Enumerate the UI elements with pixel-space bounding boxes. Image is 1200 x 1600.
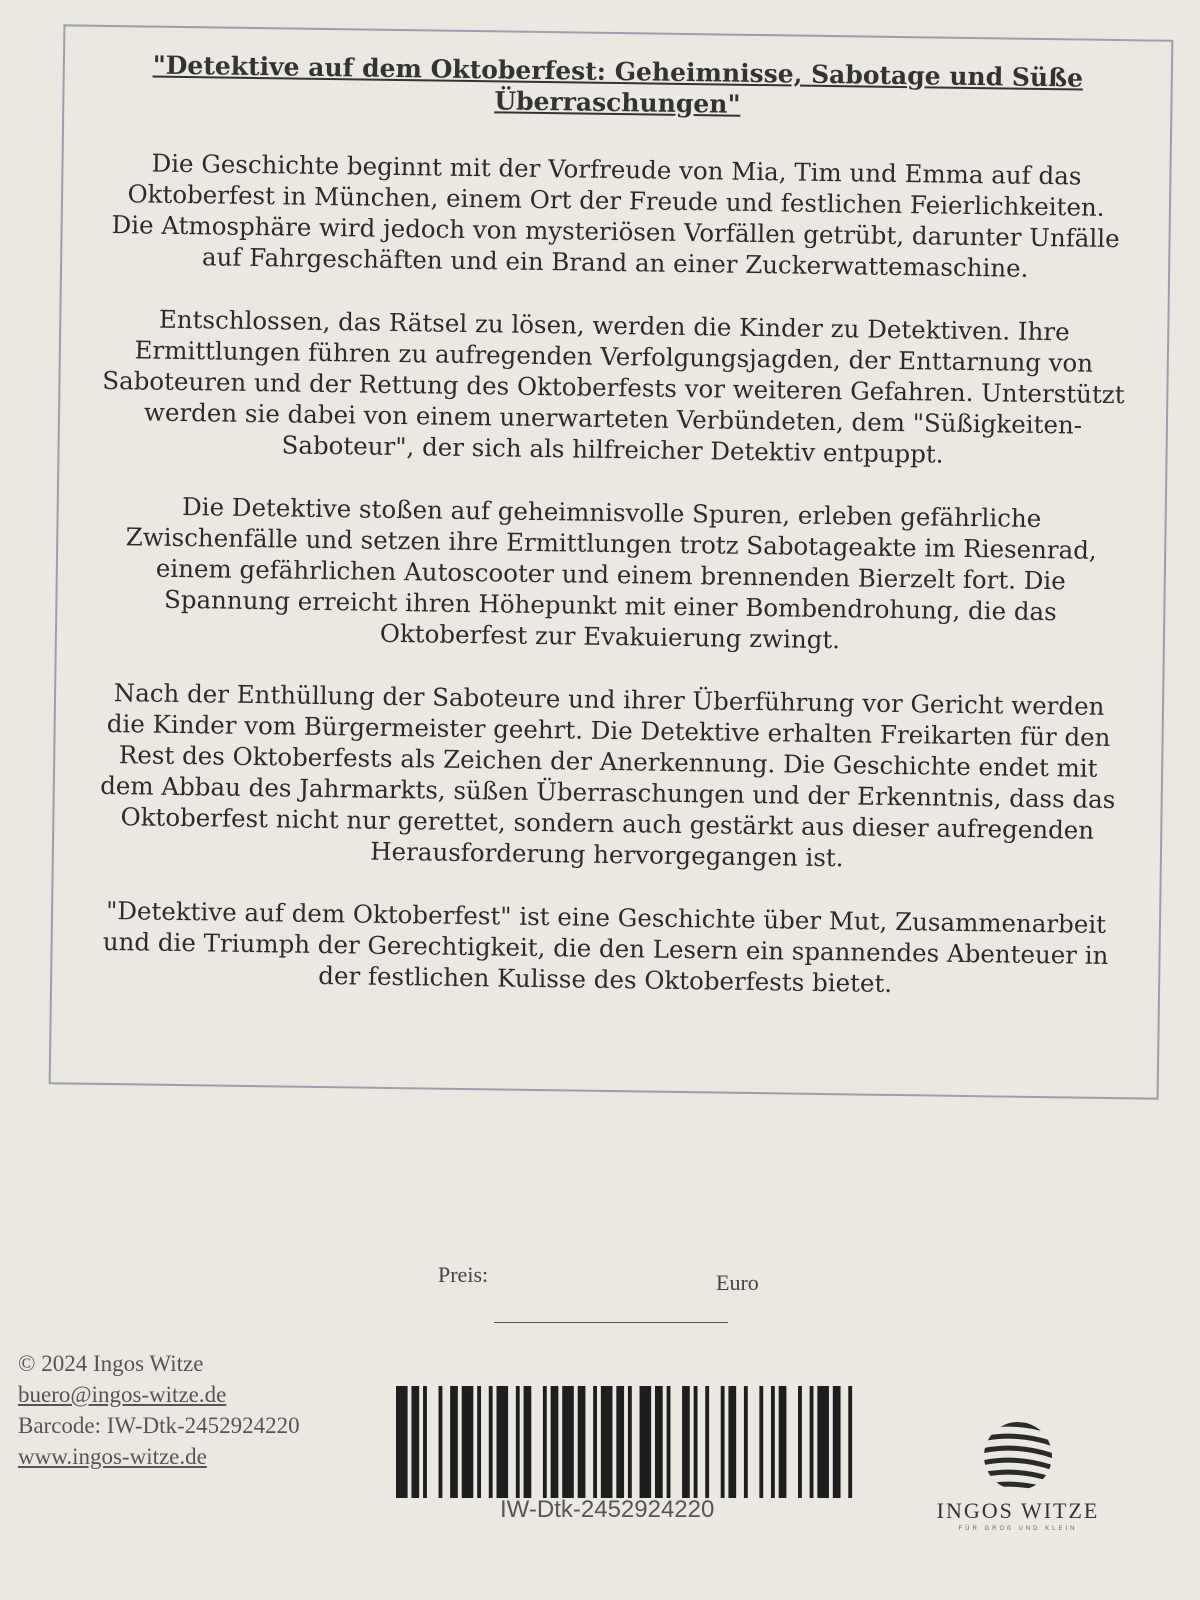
synopsis-paragraph-4: Nach der Enthüllung der Saboteure und ihrer Überführung vor Gericht werden die Kinder vom Bürgermeister geehrt. Die Detektive erhalten Freikarten für den Rest des Oktoberfests als Zeichen der Anerkennung. Die Geschichte endet mit dem Abbau des Jahrmarkts, süßen Überraschungen und der Erkenntnis, dass das Oktoberfest nicht nur gerettet, sondern auch gestärkt aus dieser aufregenden Herausforderung hervorgegangen ist. bbox=[100, 678, 1116, 873]
publisher-logo bbox=[928, 1420, 1108, 1550]
synopsis-box bbox=[49, 24, 1174, 1099]
barcode-caption: Barcode: IW-Dtk-2452924220 bbox=[18, 1413, 300, 1438]
email-link[interactable]: buero@ingos-witze.de bbox=[18, 1382, 227, 1407]
copyright-text: © 2024 Ingos Witze bbox=[18, 1351, 204, 1376]
synopsis-paragraph-1: Die Geschichte beginnt mit der Vorfreude von Mia, Tim und Emma auf das Oktoberfest in München, einem Ort der Freude und festlichen Feierlichkeiten. Die Atmosphäre wird jedoch von mysteriösen Vorfällen getrübt, darunter Unfälle auf Fahrgeschäften und ein Brand an einer Zuckerwattemaschine. bbox=[111, 148, 1120, 283]
website-link[interactable]: www.ingos-witze.de bbox=[18, 1444, 207, 1469]
logo-tagline: FÜR GROß UND KLEIN bbox=[958, 1526, 1078, 1532]
barcode-graphic bbox=[396, 1386, 856, 1498]
synopsis-paragraph-3: Die Detektive stoßen auf geheimnisvolle Spuren, erleben gefährliche Zwischenfälle und setzen ihre Ermittlungen trotz Sabotageakte im Riesenrad, einem gefährlichen Autoscooter und einem brennenden Bierzelt fort. Die Spannung erreicht ihren Höhepunkt mit einer Bombendrohung, die das Oktoberfest zur Evakuierung zwingt. bbox=[125, 492, 1097, 655]
synopsis-paragraph-2: Entschlossen, das Rätsel zu lösen, werden die Kinder zu Detektiven. Ihre Ermittlungen führen zu aufregenden Verfolgungsjagden, der Enttarnung von Saboteuren und der Rettung des Oktoberfests vor weiteren Gefahren. Unterstützt werden sie dabei von einem unerwarteten Verbündeten, dem "Süßigkeiten-Saboteur", der sich als hilfreicher Detektiv entpuppt. bbox=[102, 304, 1125, 469]
synopsis-paragraph-5: "Detektive auf dem Oktoberfest" ist eine Geschichte über Mut, Zusammenarbeit und die Triumph der Gerechtigkeit, die den Lesern ein spannendes Abenteuer in der festlichen Kulisse des Oktoberfests bietet. bbox=[102, 895, 1109, 998]
price-line bbox=[494, 1322, 728, 1323]
logo-name: INGOS WITZE bbox=[936, 1498, 1100, 1523]
barcode-number: IW-Dtk-2452924220 bbox=[500, 1496, 715, 1523]
price-label: Preis: bbox=[438, 1262, 489, 1287]
price-unit: Euro bbox=[716, 1270, 759, 1295]
book-title: "Detektive auf dem Oktoberfest: Geheimnisse, Sabotage und Süße Überraschungen" bbox=[152, 50, 1084, 119]
imprint-block bbox=[18, 1348, 300, 1472]
striped-globe-icon bbox=[982, 1420, 1054, 1492]
